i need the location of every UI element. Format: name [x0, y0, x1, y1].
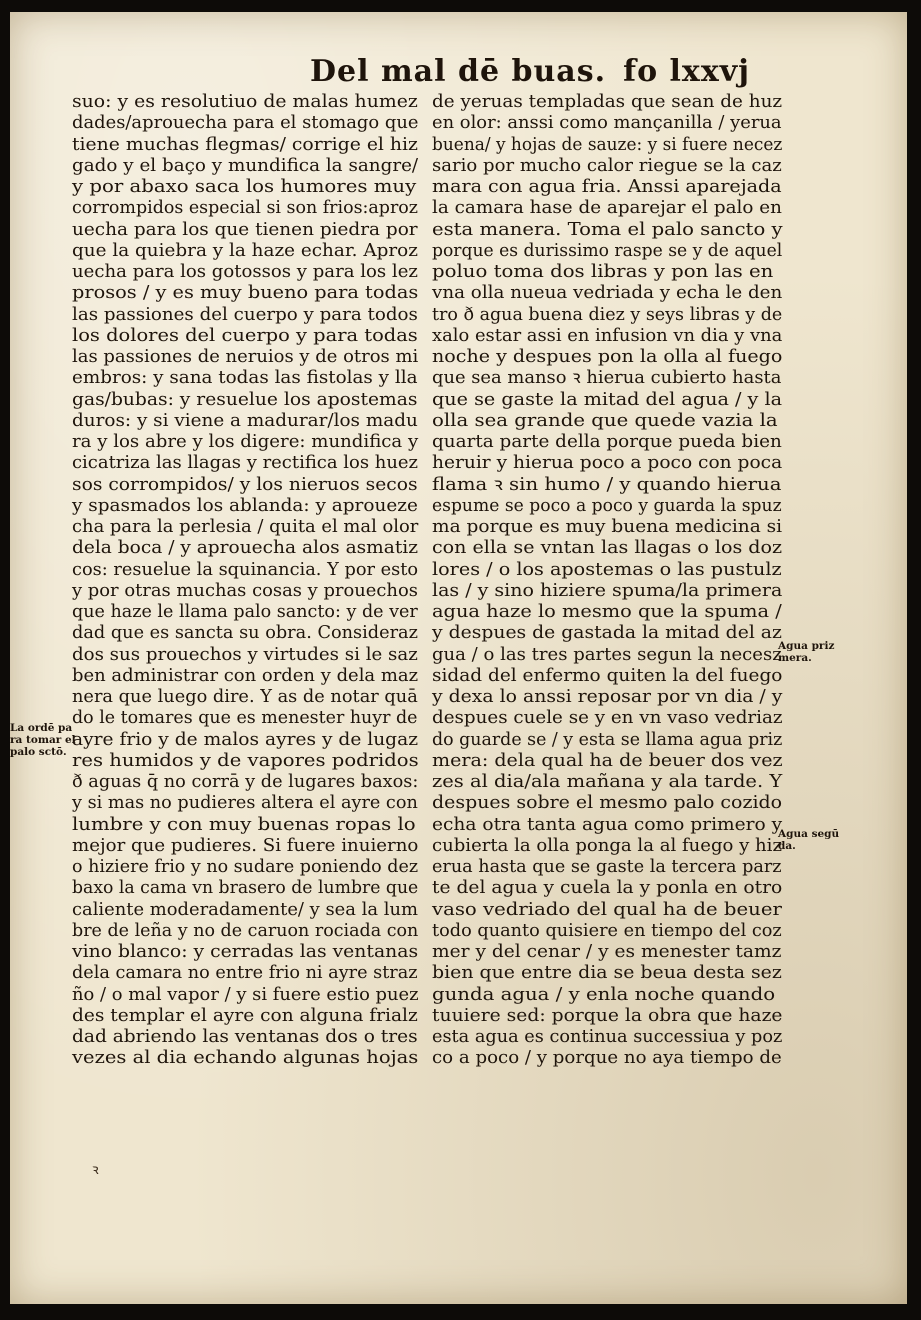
text-line: cicatriza las llagas y rectifica los huez: [72, 453, 419, 474]
text-line: de yeruas templadas que sean de huz: [432, 92, 783, 112]
text-line: cubierta la olla ponga la al fuego y hiz: [432, 835, 782, 856]
text-line: o hiziere frio y no sudare poniendo dez: [72, 857, 419, 877]
text-line: gunda agua / y enla noche quando: [432, 984, 776, 1005]
text-line: mejor que pudieres. Si fuere inuierno: [72, 835, 419, 856]
text-line: dad abriendo las ventanas dos o tres: [72, 1027, 418, 1047]
text-line: y por otras muchas cosas y prouechos: [72, 580, 418, 601]
text-line: te del agua y cuela la y ponla en otro: [432, 878, 783, 899]
text-line: ben administrar con orden y dela maz: [72, 665, 419, 686]
text-line: erua hasta que se gaste la tercera parz: [432, 857, 782, 877]
folio-number: fo lxxvj: [623, 54, 750, 89]
text-line: noche y despues pon la olla al fuego: [432, 347, 783, 367]
text-line: y si mas no pudieres altera el ayre con: [72, 793, 418, 814]
text-line: que se gaste la mitad del agua / y la: [432, 389, 783, 410]
text-line: suo: y es resolutiuo de malas humez: [72, 92, 418, 112]
text-line: caliente moderadamente/ y sea la lum: [72, 899, 418, 920]
marginal-note-primera: Agua priz mera.: [778, 640, 835, 664]
text-line: porque es durissimo raspe se y de aquel: [432, 240, 783, 261]
text-line: las passiones del cuerpo y para todos: [72, 304, 418, 325]
text-line: zes al dia/ala mañana y ala tarde. Y: [432, 772, 783, 792]
text-line: ño / o mal vapor / y si fuere estio puez: [72, 984, 419, 1005]
text-line: vino blanco: y cerradas las ventanas: [72, 942, 419, 962]
text-line: con ella se vntan las llagas o los doz: [432, 538, 783, 559]
text-line: bre de leña y no de caruon rociada con: [72, 920, 419, 941]
text-line: los dolores del cuerpo y para todas: [72, 325, 418, 346]
text-line: ð aguas q̄ no corrā y de lugares baxos:: [72, 772, 419, 792]
text-line: uecha para los gotossos y para los lez: [72, 262, 418, 282]
text-line: uecha para los que tienen piedra por: [72, 219, 418, 240]
text-line: buena/ y hojas de sauze: y si fuere necez: [432, 134, 783, 155]
text-line: y dexa lo anssi reposar por vn dia / y: [432, 687, 783, 707]
text-line: vezes al dia echando algunas hojas: [72, 1048, 419, 1069]
text-line: do guarde se / y esta se llama agua priz: [432, 729, 783, 750]
text-line: corrompidos especial si son frios:aproz: [72, 198, 418, 219]
text-line: mer y del cenar / y es menester tamz: [432, 942, 782, 962]
text-line: y por abaxo saca los humores muy: [72, 177, 417, 197]
text-line: tiene muchas flegmas/ corrige el hiz: [72, 134, 418, 155]
text-line: vna olla nueua vedriada y echa le den: [432, 283, 783, 304]
text-line: esta manera. Toma el palo sancto y: [432, 219, 783, 240]
book-page: [10, 12, 907, 1304]
text-line: flama ꝛ sin humo / y quando hierua: [432, 474, 782, 495]
text-line: vaso vedriado del qual ha de beuer: [432, 899, 782, 920]
text-line: que sea manso ꝛ hierua cubierto hasta: [432, 368, 782, 389]
text-line: prosos / y es muy bueno para todas: [72, 283, 419, 304]
right-text-column: [432, 92, 782, 1132]
text-line: que la quiebra y la haze echar. Aproz: [72, 240, 418, 261]
text-line: heruir y hierua poco a poco con poca: [432, 453, 783, 474]
text-line: poluo toma dos libras y pon las en: [432, 262, 774, 282]
marginal-note-segunda: Agua segū da.: [778, 828, 840, 852]
text-line: gua / o las tres partes segun la necesz: [432, 644, 782, 665]
text-line: agua haze lo mesmo que la spuma /: [432, 602, 782, 622]
text-line: cos: resuelue la squinancia. Y por esto: [72, 559, 419, 580]
text-line: las / y sino hiziere spuma/la primera: [432, 580, 783, 601]
text-line: cha para la perlesia / quita el mal olor: [72, 517, 419, 537]
text-line: nera que luego dire. Y as de notar quā: [72, 687, 418, 707]
header-title: Del mal dē buas.: [310, 54, 607, 89]
text-line: dad que es sancta su obra. Consideraz: [72, 623, 418, 644]
text-line: espume se poco a poco y guarda la spuz: [432, 495, 782, 516]
text-line: mera: dela qual ha de beuer dos vez: [432, 750, 783, 771]
text-line: echa otra tanta agua como primero y: [432, 814, 783, 835]
footer-mark: ꝛ: [92, 1162, 99, 1178]
text-line: gas/bubas: y resuelue los apostemas: [72, 389, 418, 410]
text-line: baxo la cama vn brasero de lumbre que: [72, 878, 419, 899]
text-line: dos sus prouechos y virtudes si le saz: [72, 644, 418, 665]
text-line: ma porque es muy buena medicina si: [432, 517, 783, 537]
text-line: do le tomares que es menester huyr de: [72, 708, 418, 729]
text-line: lumbre y con muy buenas ropas lo: [72, 814, 416, 835]
text-line: ayre frio y de malos ayres y de lugaz: [72, 729, 419, 750]
text-line: despues cuele se y en vn vaso vedriaz: [432, 708, 783, 729]
running-header: [310, 48, 750, 98]
text-line: xalo estar assi en infusion vn dia y vna: [432, 325, 783, 346]
text-line: olla sea grande que quede vazia la: [432, 410, 778, 431]
text-line: embros: y sana todas las fistolas y lla: [72, 368, 418, 389]
text-line: quarta parte della porque pueda bien: [432, 432, 782, 452]
left-text-column: [72, 92, 418, 1132]
text-line: duros: y si viene a madurar/los madu: [72, 410, 418, 431]
text-line: sos corrompidos/ y los nieruos secos: [72, 474, 418, 495]
text-line: lores / o los apostemas o las pustulz: [432, 559, 782, 580]
text-line: que haze le llama palo sancto: y de ver: [72, 602, 418, 622]
text-line: bien que entre dia se beua desta sez: [432, 963, 782, 984]
text-line: despues sobre el mesmo palo cozido: [432, 793, 783, 814]
text-line: esta agua es continua successiua y poz: [432, 1027, 783, 1047]
text-line: y spasmados los ablanda: y aproueze: [72, 495, 418, 516]
text-line: dela boca / y aprouecha alos asmatiz: [72, 538, 419, 559]
text-line: res humidos y de vapores podridos: [72, 750, 419, 771]
text-line: todo quanto quisiere en tiempo del coz: [432, 920, 782, 941]
text-line: y despues de gastada la mitad del az: [432, 623, 782, 644]
text-line: mara con agua fria. Anssi aparejada: [432, 177, 782, 197]
text-line: sario por mucho calor riegue se la caz: [432, 155, 782, 176]
text-line: dades/aprouecha para el stomago que: [72, 113, 419, 134]
text-line: co a poco / y porque no aya tiempo de: [432, 1048, 782, 1069]
text-line: sidad del enfermo quiten la del fuego: [432, 665, 783, 686]
text-line: tuuiere sed: porque la obra que haze: [432, 1005, 783, 1026]
text-line: las passiones de neruios y de otros mi: [72, 347, 419, 367]
text-line: ra y los abre y los digere: mundifica y: [72, 432, 419, 452]
text-line: dela camara no entre frio ni ayre straz: [72, 963, 418, 984]
marginal-note-left: La ordē pa ra tomar el palo sctō.: [10, 722, 76, 758]
text-line: la camara hase de aparejar el palo en: [432, 198, 782, 219]
text-line: tro ð agua buena diez y seys libras y de: [432, 304, 783, 325]
text-line: gado y el baço y mundifica la sangre/: [72, 155, 419, 176]
text-line: en olor: anssi como mançanilla / yerua: [432, 113, 782, 134]
text-line: des templar el ayre con alguna frialz: [72, 1005, 418, 1026]
